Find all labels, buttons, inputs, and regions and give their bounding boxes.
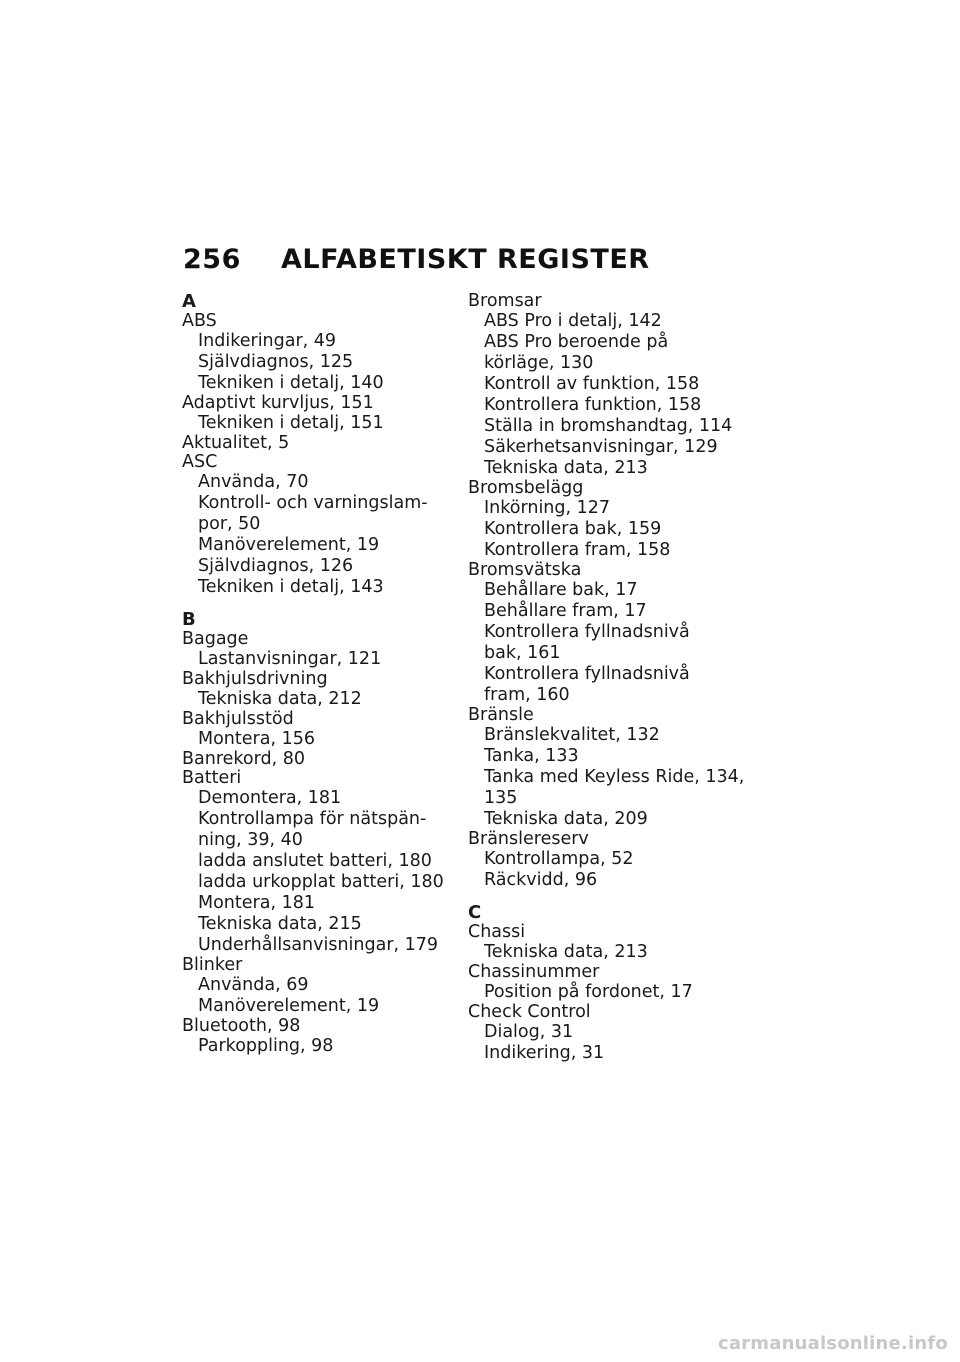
index-subentry: Använda, 70	[198, 472, 309, 492]
index-subentry: Räckvidd, 96	[484, 870, 598, 890]
page-title: ALFABETISKT REGISTER	[281, 244, 650, 275]
index-subentry: ladda anslutet batteri, 180	[198, 851, 432, 871]
index-subentry: Kontrollera fyllnadsnivå	[484, 622, 690, 642]
index-subentry: ABS Pro beroende på	[484, 332, 669, 352]
index-term: Bagage	[182, 629, 249, 649]
index-subentry: Kontroll- och varningslam-	[198, 493, 428, 513]
index-term: Banrekord, 80	[182, 749, 306, 769]
index-term: Check Control	[468, 1002, 591, 1022]
index-subentry: Självdiagnos, 125	[198, 352, 354, 372]
index-term: Bluetooth, 98	[182, 1016, 301, 1036]
index-subentry: Position på fordonet, 17	[484, 982, 693, 1002]
index-subentry: por, 50	[198, 514, 261, 534]
index-subentry: 135	[484, 788, 518, 808]
index-subentry: Tekniken i detalj, 143	[198, 577, 384, 597]
index-subentry: Säkerhetsanvisningar, 129	[484, 437, 718, 457]
index-subentry: Tekniska data, 215	[198, 914, 362, 934]
index-subentry: Bränslekvalitet, 132	[484, 725, 660, 745]
index-letter-heading: C	[468, 902, 482, 923]
index-subentry: Kontrollera bak, 159	[484, 519, 662, 539]
index-column-right	[468, 292, 768, 1064]
index-subentry: Tekniska data, 213	[484, 942, 648, 962]
index-term: Chassi	[468, 922, 526, 942]
index-subentry: Tanka med Keyless Ride, 134,	[484, 767, 745, 787]
index-subentry: Lastanvisningar, 121	[198, 649, 382, 669]
index-subentry: Tekniken i detalj, 151	[198, 413, 384, 433]
index-subentry: Kontrollera funktion, 158	[484, 395, 702, 415]
index-term: Chassinummer	[468, 962, 600, 982]
index-term: Bränslereserv	[468, 829, 589, 849]
index-subentry: Kontrollampa, 52	[484, 849, 634, 869]
index-subentry: Tekniska data, 209	[484, 809, 648, 829]
index-term: ASC	[182, 452, 218, 472]
index-term: Bromsbelägg	[468, 478, 584, 498]
index-subentry: fram, 160	[484, 685, 570, 705]
index-subentry: Inkörning, 127	[484, 498, 611, 518]
page-header	[183, 244, 650, 275]
index-term: Aktualitet, 5	[182, 433, 290, 453]
index-subentry: Ställa in bromshandtag, 114	[484, 416, 733, 436]
index-term: Adaptivt kurvljus, 151	[182, 393, 374, 413]
index-term: Bromsvätska	[468, 560, 582, 580]
index-subentry: Kontroll av funktion, 158	[484, 374, 700, 394]
index-subentry: Indikering, 31	[484, 1043, 605, 1063]
index-term: ABS	[182, 311, 217, 331]
index-subentry: Tanka, 133	[484, 746, 579, 766]
index-subentry: Underhållsanvisningar, 179	[198, 935, 439, 955]
index-subentry: bak, 161	[484, 643, 561, 663]
index-subentry: Kontrollera fyllnadsnivå	[484, 664, 690, 684]
index-subentry: Montera, 156	[198, 729, 315, 749]
index-subentry: Kontrollera fram, 158	[484, 540, 671, 560]
index-subentry: Tekniken i detalj, 140	[198, 373, 384, 393]
index-subentry: ABS Pro i detalj, 142	[484, 311, 662, 331]
index-term: Bränsle	[468, 705, 534, 725]
index-subentry: Manöverelement, 19	[198, 996, 380, 1016]
index-subentry: Självdiagnos, 126	[198, 556, 354, 576]
index-term: Bakhjulsdrivning	[182, 669, 328, 689]
index-letter-heading: A	[182, 291, 196, 312]
index-subentry: Demontera, 181	[198, 788, 342, 808]
watermark: carmanualsonline.info	[717, 1333, 948, 1354]
index-subentry: Använda, 69	[198, 975, 309, 995]
index-term: Batteri	[182, 768, 242, 788]
index-term: Bromsar	[468, 291, 542, 311]
index-subentry: Parkoppling, 98	[198, 1036, 334, 1056]
index-subentry: Montera, 181	[198, 893, 315, 913]
index-subentry: Behållare fram, 17	[484, 601, 647, 621]
index-subentry: Indikeringar, 49	[198, 331, 337, 351]
index-subentry: Tekniska data, 213	[484, 458, 648, 478]
index-subentry: Behållare bak, 17	[484, 580, 638, 600]
page-number: 256	[183, 244, 241, 275]
index-term: Bakhjulsstöd	[182, 709, 294, 729]
index-subentry: körläge, 130	[484, 353, 594, 373]
index-subentry: Manöverelement, 19	[198, 535, 380, 555]
index-subentry: ladda urkopplat batteri, 180	[198, 872, 444, 892]
index-subentry: Dialog, 31	[484, 1022, 574, 1042]
index-letter-heading: B	[182, 609, 196, 630]
index-subentry: ning, 39, 40	[198, 830, 303, 850]
index-subentry: Kontrollampa för nätspän-	[198, 809, 427, 829]
index-subentry: Tekniska data, 212	[198, 689, 362, 709]
index-term: Blinker	[182, 955, 243, 975]
index-column-left	[182, 292, 452, 1057]
